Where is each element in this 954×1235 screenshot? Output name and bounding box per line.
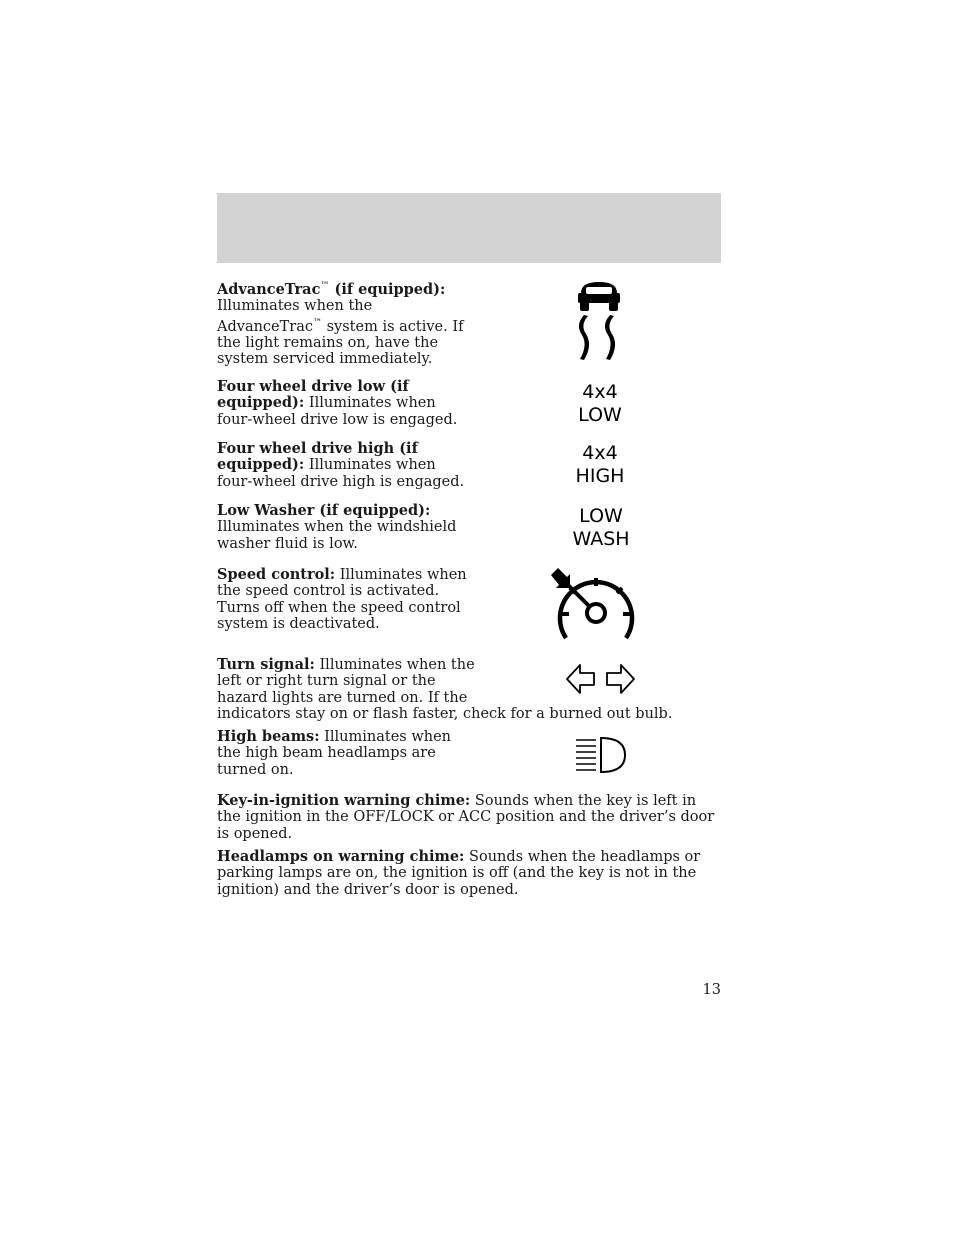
turn-signal-entry [217,657,727,723]
four-wheel-drive-low-indicator [560,381,640,427]
turn-signal-body-line: indicators stay on or flash faster, check for a burned out bulb. [217,706,673,723]
headlamps-on-chime-title: Headlamps on warning chime: [217,848,465,865]
trademark-mark: ™ [313,317,322,328]
low-washer-title: Low Washer (if equipped): [217,502,431,519]
four-wheel-drive-high-body: Illuminates when four-wheel drive high is engaged. [217,457,465,490]
indicator-line-2: HIGH [575,465,625,487]
key-in-ignition-chime-entry [217,793,722,842]
speed-control-body: Illuminates when the speed control is activated. Turns off when the speed control system is deactivated. [217,567,467,633]
four-wheel-drive-high-entry [217,441,472,490]
indicator-line-2: LOW [578,404,622,426]
four-wheel-drive-low-entry [217,379,472,428]
indicator-line-1: LOW [579,505,623,527]
speed-control-entry [217,567,472,633]
trademark-mark: ™ [320,281,330,291]
high-beams-title: High beams: [217,728,320,745]
high-beams-body: Illuminates when the high beam headlamps are turned on. [217,729,452,778]
page-number: 13 [702,982,721,998]
indicator-line-2: WASH [572,528,630,550]
indicator-line-1: 4x4 [582,442,618,464]
high-beam-icon [574,735,630,775]
headlamps-on-chime-body: Sounds when the headlamps or parking lamps are on, the ignition is off (and the key is not in the ignition) and the driver’s door is opened. [217,849,701,898]
advancetrac-body-cont: system is active. If the light remains on, have the system serviced immediately. [217,318,464,368]
turn-signal-body-line: hazard lights are turned on. If the [217,689,468,706]
high-beams-entry [217,729,472,778]
low-washer-entry [217,503,472,552]
low-washer-indicator [561,505,641,551]
key-in-ignition-chime-body: Sounds when the key is left in the ignition in the OFF/LOCK or ACC position and the driver’s door is opened. [217,793,715,842]
speed-control-title: Speed control: [217,566,336,583]
speedometer-icon [548,566,638,646]
turn-signal-arrows-icon [565,662,637,696]
indicator-line-1: 4x4 [582,381,618,403]
section-header-band [217,193,721,263]
four-wheel-drive-high-indicator [560,442,640,488]
four-wheel-drive-low-title: Four wheel drive low (if equipped): [217,378,409,412]
advancetrac-entry [217,278,472,368]
advancetrac-title-suffix: (if equipped): [329,280,446,298]
turn-signal-body-line: left or right turn signal or the [217,673,436,690]
turn-signal-body-line: Illuminates when the [314,657,475,673]
key-in-ignition-chime-title: Key-in-ignition warning chime: [217,792,471,809]
headlamps-on-chime-entry [217,849,722,898]
advancetrac-title: AdvanceTrac [217,280,321,298]
advancetrac-skidding-car-icon [572,279,626,363]
four-wheel-drive-high-title: Four wheel drive high (if equipped): [217,440,418,474]
four-wheel-drive-low-body: Illuminates when four-wheel drive low is engaged. [217,395,458,428]
turn-signal-title: Turn signal: [217,656,315,673]
low-washer-body: Illuminates when the windshield washer fluid is low. [217,519,457,552]
advancetrac-body: Illuminates when the AdvanceTrac [217,298,373,335]
